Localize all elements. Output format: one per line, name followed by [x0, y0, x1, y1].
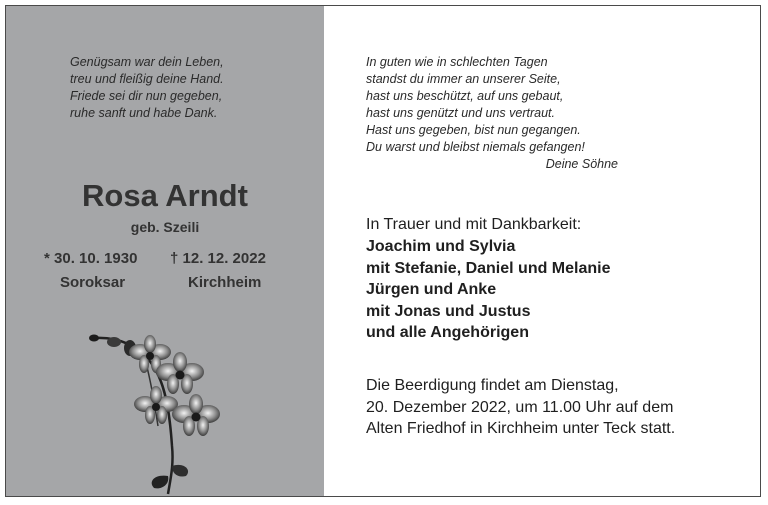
birth-date: * 30. 10. 1930: [44, 250, 138, 267]
mourner-line: Joachim und Sylvia: [366, 238, 516, 255]
funeral-line: Alten Friedhof in Kirchheim unter Teck statt.: [366, 420, 676, 437]
left-poem-line: Friede sei dir nun gegeben,: [70, 89, 223, 103]
right-panel: [324, 6, 760, 496]
mourner-line: Jürgen und Anke: [366, 281, 497, 298]
mourner-line: mit Jonas und Justus: [366, 302, 531, 320]
left-poem-line: Genügsam war dein Leben,: [70, 55, 224, 69]
left-poem: [70, 54, 224, 122]
deceased-name: Rosa Arndt: [82, 178, 248, 213]
maiden-name: geb. Szeili: [130, 219, 200, 235]
obituary-card: [5, 5, 761, 497]
poem-signature: Deine Söhne: [545, 157, 618, 171]
funeral-notice: [366, 375, 675, 440]
left-poem-line: ruhe sanft und habe Dank.: [70, 106, 218, 120]
right-poem: [366, 54, 618, 173]
death-place: Kirchheim: [188, 274, 262, 291]
orchid-icon: [84, 326, 244, 496]
death-date: † 12. 12. 2022: [170, 250, 266, 267]
mourner-line: und alle Angehörigen: [366, 324, 529, 341]
mourner-list: [366, 236, 611, 344]
left-poem-line: treu und fleißig deine Hand.: [70, 72, 224, 86]
right-poem-line: hast uns genützt und uns vertraut.: [366, 106, 556, 120]
right-poem-line: hast uns beschützt, auf uns gebaut,: [366, 89, 564, 103]
right-poem-line: Hast uns gegeben, bist nun gegangen.: [366, 123, 581, 137]
mourning-intro: In Trauer und mit Dankbarkeit:: [366, 216, 582, 233]
right-poem-line: Du warst und bleibst niemals gefangen!: [366, 140, 585, 154]
right-poem-line: standst du immer an unserer Seite,: [366, 72, 561, 86]
funeral-line: 20. Dezember 2022, um 11.00 Uhr auf dem: [366, 398, 674, 416]
left-panel: [6, 6, 324, 496]
funeral-line: Die Beerdigung findet am Dienstag,: [366, 377, 619, 394]
right-poem-line: In guten wie in schlechten Tagen: [366, 55, 548, 69]
birth-place: Soroksar: [60, 274, 126, 291]
mourner-line: mit Stefanie, Daniel und Melanie: [366, 259, 611, 277]
